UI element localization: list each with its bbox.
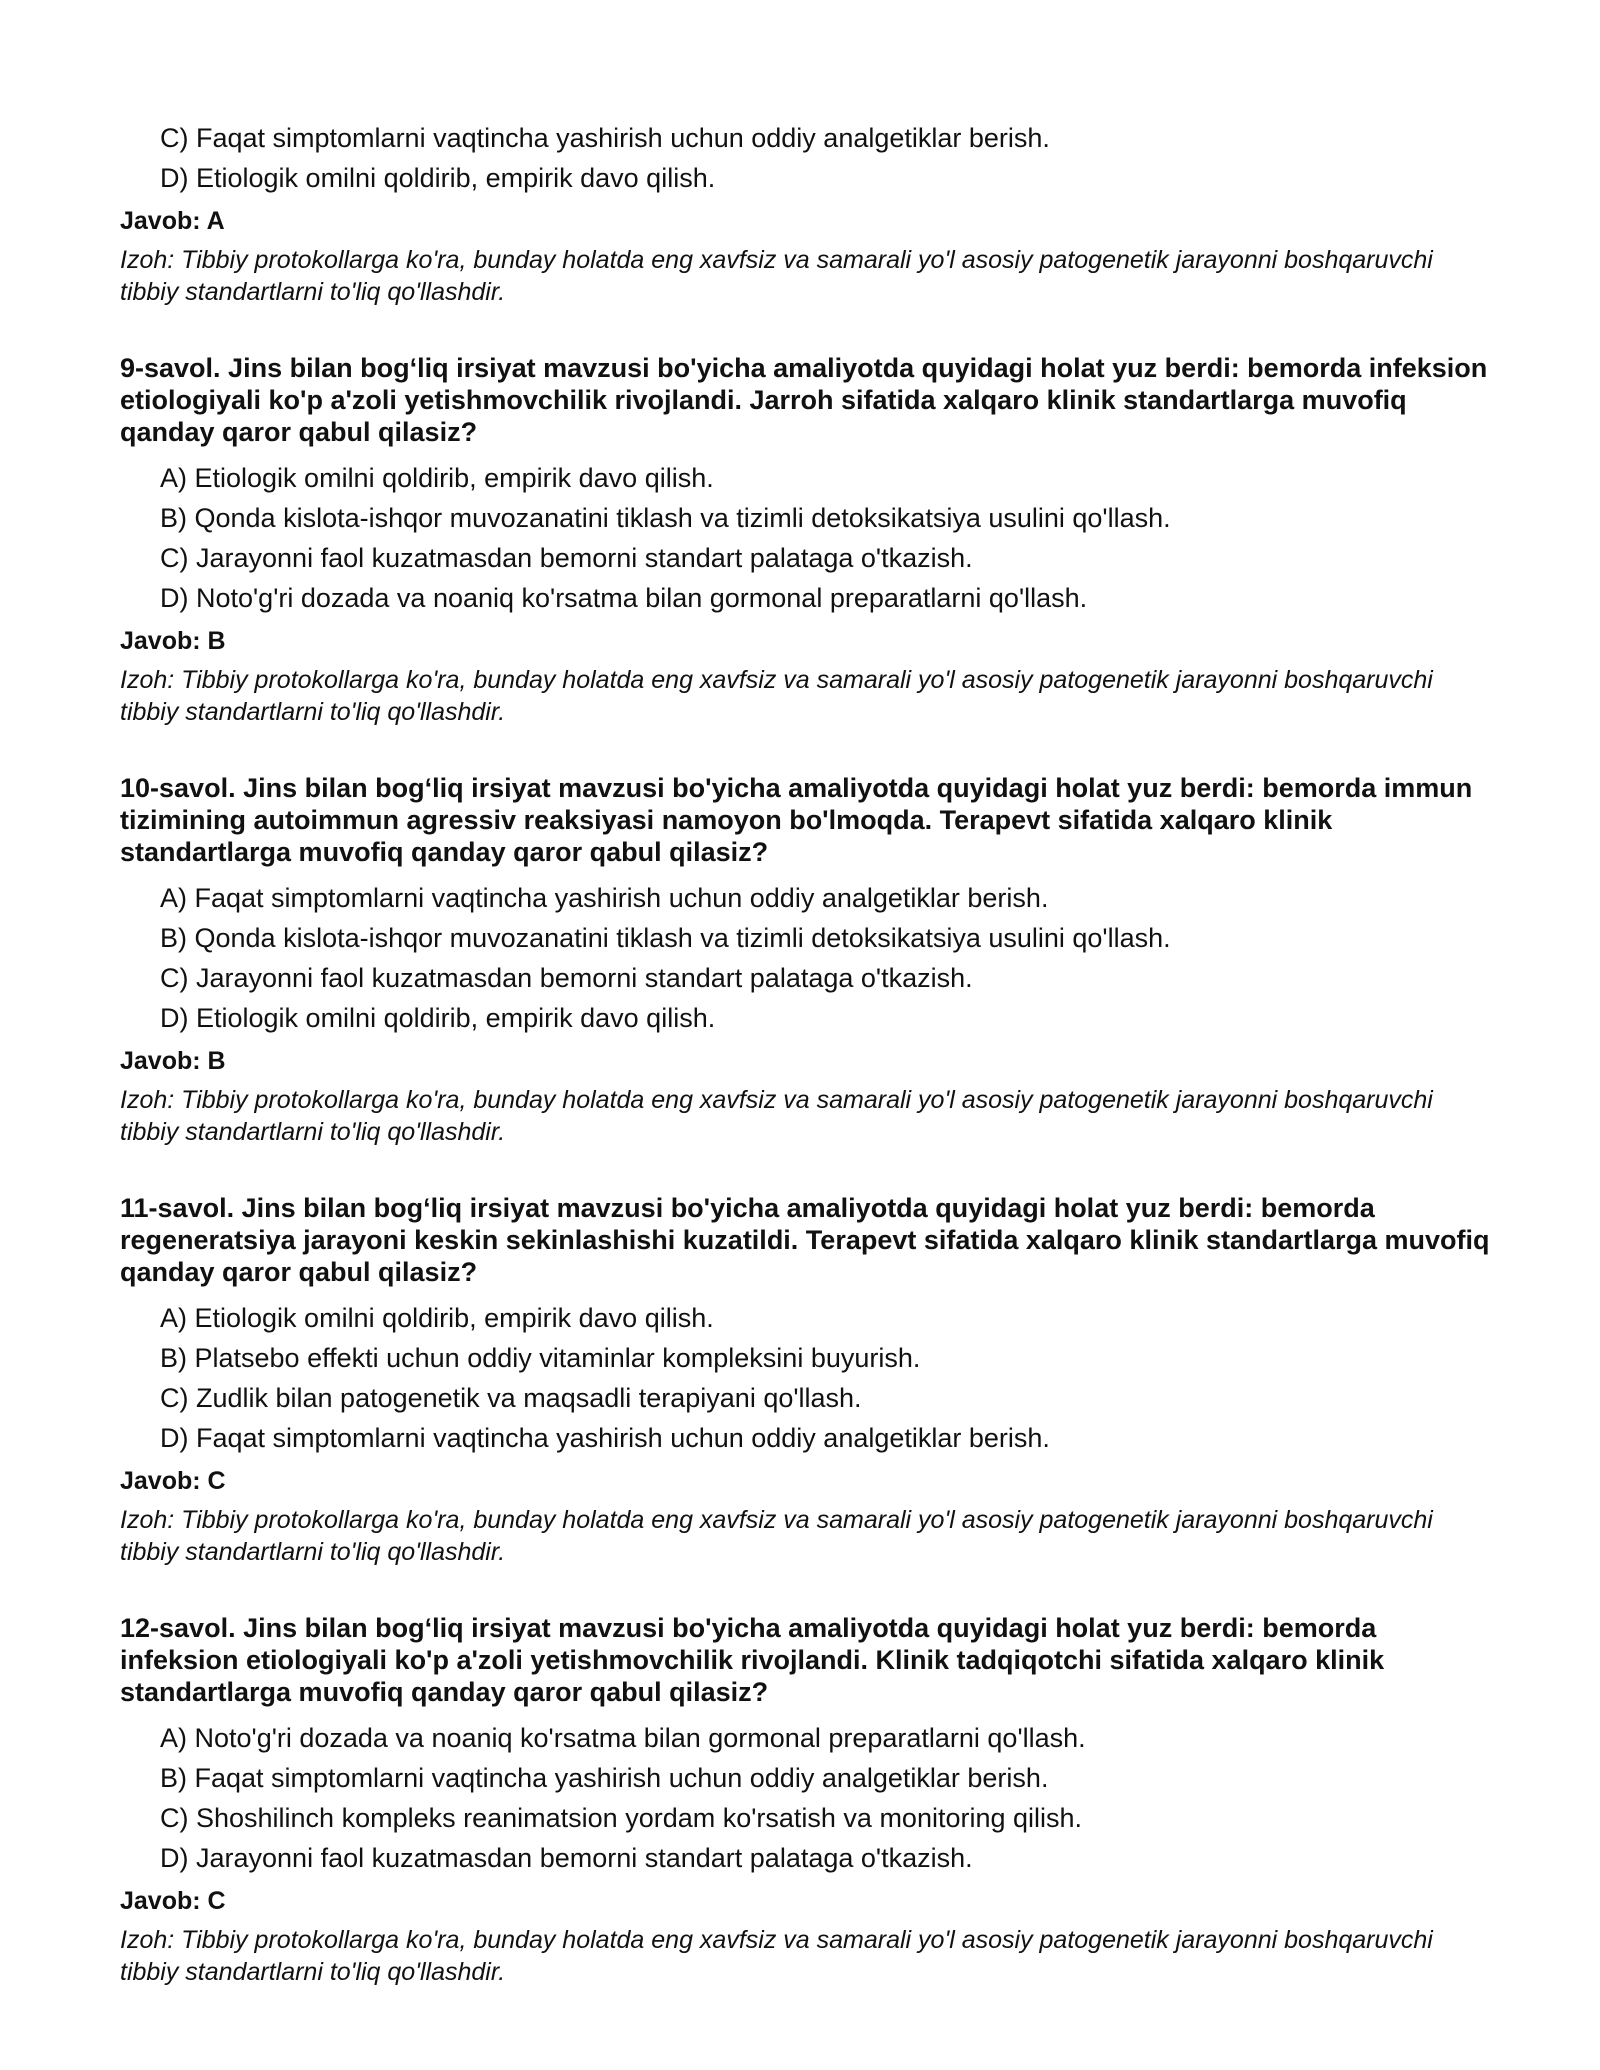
document-content xyxy=(120,118,1490,1988)
explanation-note: Izoh: Tibbiy protokollarga ko'ra, bunday holatda eng xavfsiz va samarali yo'l asosiy patogenetik jarayonni boshqaruvchi tibbiy standartlarni to'liq qo'llashdir. xyxy=(120,1506,1433,1566)
question-text: 9-savol. Jins bilan bog‘liq irsiyat mavzusi bo'yicha amaliyotda quyidagi holat yuz berdi: bemorda infeksion etiologiyali ko'p a'zoli yetishmovchilik rivojlandi. Jarroh sifatida xalqaro klinik standartlarga muvofiq qanday qaror qabul qilasiz? xyxy=(120,353,1488,447)
question-block-11 xyxy=(120,1192,1490,1568)
question-block-12 xyxy=(120,1612,1490,1988)
option-d: D) Noto'g'ri dozada va noaniq ko'rsatma bilan gormonal preparatlarni qo'llash. xyxy=(160,583,1088,613)
explanation-note: Izoh: Tibbiy protokollarga ko'ra, bunday holatda eng xavfsiz va samarali yo'l asosiy patogenetik jarayonni boshqaruvchi tibbiy standartlarni to'liq qo'llashdir. xyxy=(120,666,1433,726)
option-c: C) Jarayonni faol kuzatmasdan bemorni standart palataga o'tkazish. xyxy=(160,543,973,573)
question-block-8-continued xyxy=(120,118,1490,308)
option-b: B) Qonda kislota-ishqor muvozanatini tiklash va tizimli detoksikatsiya usulini qo'llash. xyxy=(160,503,1171,533)
option-d: D) Etiologik omilni qoldirib, empirik davo qilish. xyxy=(160,163,716,193)
question-text: 10-savol. Jins bilan bog‘liq irsiyat mavzusi bo'yicha amaliyotda quyidagi holat yuz berdi: bemorda immun tizimining autoimmun agressiv reaksiyasi namoyon bo'lmoqda. Terapevt sifatida xalqaro klinik standartlarga muvofiq qanday qaror qabul qilasiz? xyxy=(120,773,1473,867)
answer: Javob: B xyxy=(120,1047,226,1075)
answer: Javob: B xyxy=(120,627,226,655)
option-a: A) Faqat simptomlarni vaqtincha yashirish uchun oddiy analgetiklar berish. xyxy=(160,883,1049,913)
option-d: D) Etiologik omilni qoldirib, empirik davo qilish. xyxy=(160,1003,716,1033)
option-c: C) Shoshilinch kompleks reanimatsion yordam ko'rsatish va monitoring qilish. xyxy=(160,1803,1083,1833)
question-block-10 xyxy=(120,772,1490,1148)
question-text: 11-savol. Jins bilan bog‘liq irsiyat mavzusi bo'yicha amaliyotda quyidagi holat yuz berdi: bemorda regeneratsiya jarayoni keskin sekinlashishi kuzatildi. Terapevt sifatida xalqaro klinik standartlarga muvofiq qanday qaror qabul qilasiz? xyxy=(120,1193,1490,1287)
option-c: C) Jarayonni faol kuzatmasdan bemorni standart palataga o'tkazish. xyxy=(160,963,973,993)
option-a: A) Etiologik omilni qoldirib, empirik davo qilish. xyxy=(160,463,714,493)
option-b: B) Qonda kislota-ishqor muvozanatini tiklash va tizimli detoksikatsiya usulini qo'llash. xyxy=(160,923,1171,953)
explanation-note: Izoh: Tibbiy protokollarga ko'ra, bunday holatda eng xavfsiz va samarali yo'l asosiy patogenetik jarayonni boshqaruvchi tibbiy standartlarni to'liq qo'llashdir. xyxy=(120,246,1433,306)
question-text: 12-savol. Jins bilan bog‘liq irsiyat mavzusi bo'yicha amaliyotda quyidagi holat yuz berdi: bemorda infeksion etiologiyali ko'p a'zoli yetishmovchilik rivojlandi. Klinik tadqiqotchi sifatida xalqaro klinik standartlarga muvofiq qanday qaror qabul qilasiz? xyxy=(120,1613,1385,1707)
option-c: C) Zudlik bilan patogenetik va maqsadli terapiyani qo'llash. xyxy=(160,1383,862,1413)
option-a: A) Etiologik omilni qoldirib, empirik davo qilish. xyxy=(160,1303,714,1333)
question-block-9 xyxy=(120,352,1490,728)
answer: Javob: C xyxy=(120,1467,226,1495)
option-c: C) Faqat simptomlarni vaqtincha yashirish uchun oddiy analgetiklar berish. xyxy=(160,123,1050,153)
answer: Javob: C xyxy=(120,1887,226,1915)
option-d: D) Faqat simptomlarni vaqtincha yashirish uchun oddiy analgetiklar berish. xyxy=(160,1423,1050,1453)
option-b: B) Platsebo effekti uchun oddiy vitaminlar kompleksini buyurish. xyxy=(160,1343,921,1373)
explanation-note: Izoh: Tibbiy protokollarga ko'ra, bunday holatda eng xavfsiz va samarali yo'l asosiy patogenetik jarayonni boshqaruvchi tibbiy standartlarni to'liq qo'llashdir. xyxy=(120,1086,1433,1146)
option-a: A) Noto'g'ri dozada va noaniq ko'rsatma bilan gormonal preparatlarni qo'llash. xyxy=(160,1723,1086,1753)
option-d: D) Jarayonni faol kuzatmasdan bemorni standart palataga o'tkazish. xyxy=(160,1843,973,1873)
option-b: B) Faqat simptomlarni vaqtincha yashirish uchun oddiy analgetiklar berish. xyxy=(160,1763,1049,1793)
answer: Javob: A xyxy=(120,207,225,235)
explanation-note: Izoh: Tibbiy protokollarga ko'ra, bunday holatda eng xavfsiz va samarali yo'l asosiy patogenetik jarayonni boshqaruvchi tibbiy standartlarni to'liq qo'llashdir. xyxy=(120,1926,1433,1986)
